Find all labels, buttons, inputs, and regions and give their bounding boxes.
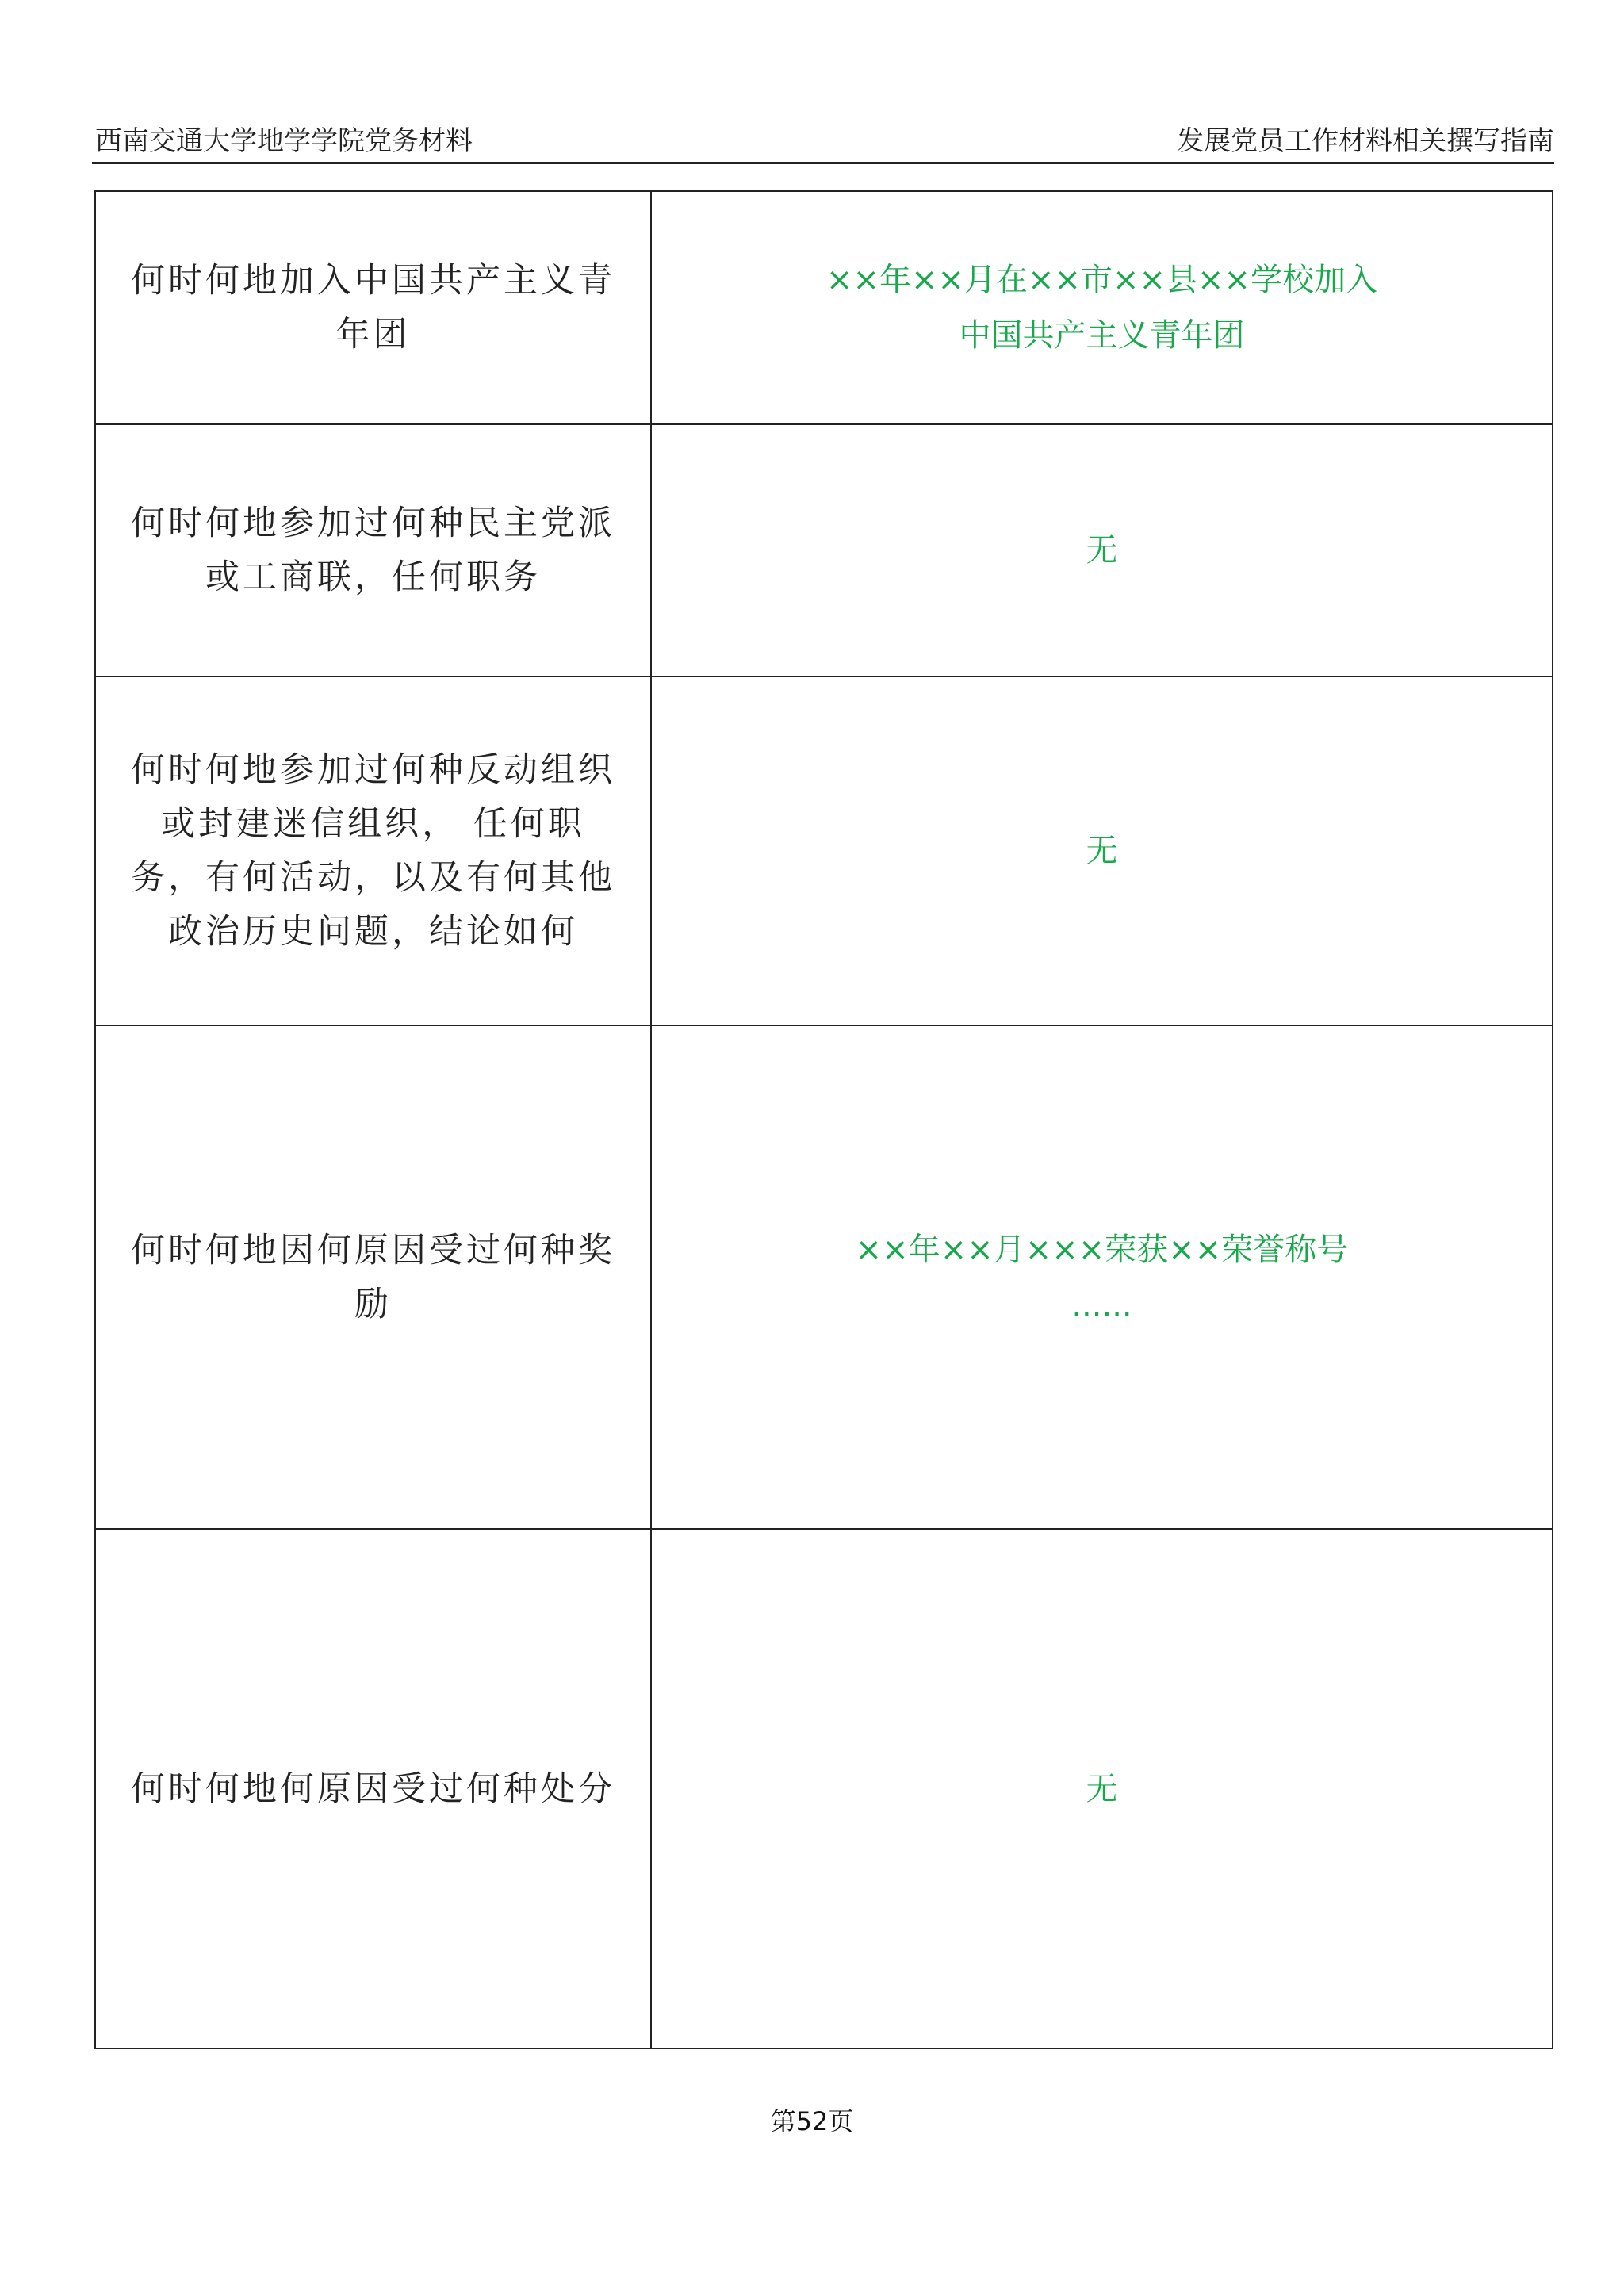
question-text: 何时何地参加过何种反动组织或封建迷信组织， 任何职务，有何活动，以及有何其他政治历史问题，结论如何 xyxy=(131,750,615,952)
question-cell xyxy=(95,676,651,1025)
header-right-title: 发展党员工作材料相关撰写指南 xyxy=(1177,125,1554,157)
answer-text xyxy=(652,252,1552,363)
answer-line: 无 xyxy=(1086,833,1118,869)
answer-line: 无 xyxy=(1086,532,1118,569)
answer-line: ××年××月在××市××县××学校加入 xyxy=(825,262,1378,298)
header-divider xyxy=(92,162,1554,164)
answer-text xyxy=(652,823,1552,879)
answer-cell xyxy=(651,676,1553,1025)
question-text: 何时何地参加过何种民主党派或工商联，任何职务 xyxy=(131,504,615,597)
answer-cell xyxy=(651,191,1553,424)
table-row xyxy=(95,424,1553,676)
question-cell xyxy=(95,424,651,676)
answer-cell xyxy=(651,424,1553,676)
question-cell xyxy=(95,1529,651,2048)
answer-text xyxy=(652,523,1552,578)
table-row xyxy=(95,191,1553,424)
answer-text xyxy=(652,1761,1552,1817)
answer-text xyxy=(652,1222,1552,1333)
question-text: 何时何地加入中国共产主义青年团 xyxy=(131,261,615,354)
question-cell xyxy=(95,1025,651,1529)
header-left-title: 西南交通大学地学学院党务材料 xyxy=(95,125,473,157)
answer-cell xyxy=(651,1529,1553,2048)
table-row xyxy=(95,1025,1553,1529)
party-info-table xyxy=(94,190,1553,2049)
question-cell xyxy=(95,191,651,424)
page-number: 第52页 xyxy=(770,2106,854,2136)
answer-line: 无 xyxy=(1086,1770,1118,1807)
table-row xyxy=(95,1529,1553,2048)
answer-line: ××年××月×××荣获××荣誉称号 xyxy=(855,1231,1349,1268)
answer-line: ...... xyxy=(1071,1286,1132,1324)
table-row xyxy=(95,676,1553,1025)
answer-line: 中国共产主义青年团 xyxy=(959,317,1245,354)
question-text: 何时何地因何原因受过何种奖励 xyxy=(131,1230,615,1324)
answer-cell xyxy=(651,1025,1553,1529)
question-text: 何时何地何原因受过何种处分 xyxy=(131,1768,615,1809)
